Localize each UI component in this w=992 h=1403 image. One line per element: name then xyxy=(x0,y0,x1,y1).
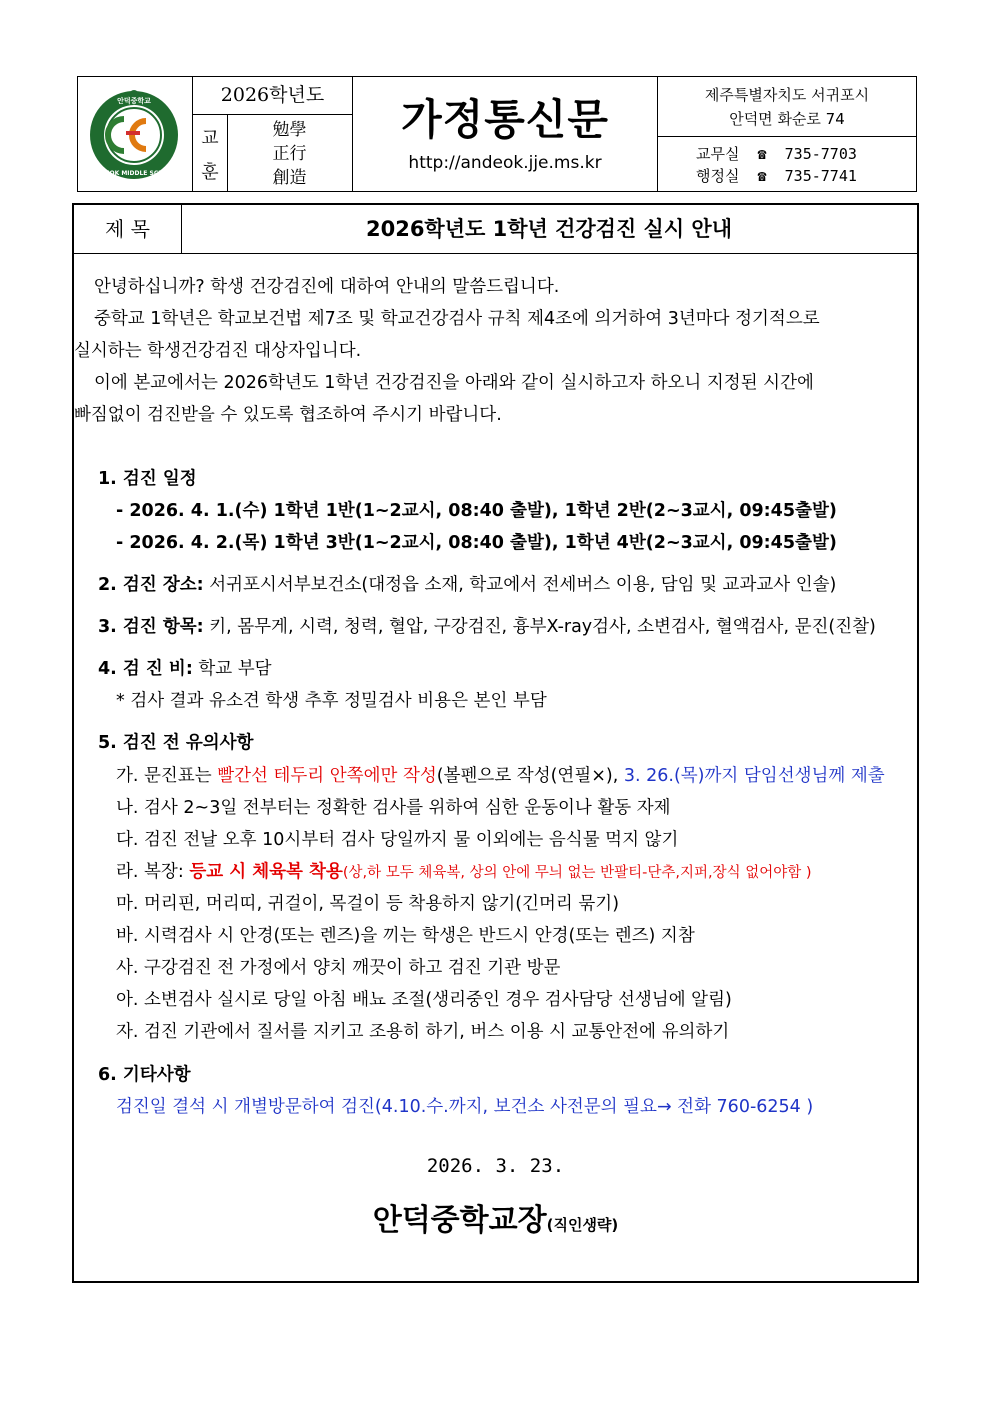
caution-item: 마. 머리핀, 머리띠, 귀걸이, 목걸이 등 착용하지 않기(긴머리 묶기) xyxy=(116,894,620,914)
address-line-1: 제주특별자치도 서귀포시 xyxy=(704,86,870,104)
school-motto xyxy=(227,114,352,191)
caution-deadline: 3. 26.(목)까지 담임선생님께 제출 xyxy=(623,766,885,786)
intro-line: 중학교 1학년은 학교보건법 제7조 및 학교건강검사 규칙 제4조에 의거하여 3년마다 정기적으로 xyxy=(94,309,820,329)
motto-line-3: 創造 xyxy=(272,168,307,188)
phone-list xyxy=(658,137,916,191)
year-motto-cell xyxy=(193,77,353,191)
caution-item: 바. 시력검사 시 안경(또는 렌즈)을 끼는 학생은 반드시 안경(또는 렌즈) 지참 xyxy=(116,926,695,946)
page-title: 가정통신문 xyxy=(401,95,609,144)
schedule-line: - 2026. 4. 1.(수) 1학년 1반(1~2교시, 08:40 출발), 1학년 2반(2~3교시, 09:45출발) xyxy=(116,501,837,521)
caution-item xyxy=(116,858,812,883)
address-line-2: 안덕면 화순로 74 xyxy=(729,110,845,128)
section-3-label: 3. 검진 항목: xyxy=(98,617,204,637)
phone-label: 교무실 xyxy=(696,145,740,163)
subject-title: 2026학년도 1학년 건강검진 실시 안내 xyxy=(365,217,733,241)
section-4-label: 4. 검 진 비: xyxy=(98,659,193,679)
caution-item: 자. 검진 기관에서 질서를 지키고 조용히 하기, 버스 이용 시 교통안전에 유의하기 xyxy=(116,1022,730,1042)
caution-highlight: 빨간선 테두리 안쪽에만 작성 xyxy=(217,766,437,786)
section-2 xyxy=(98,571,836,596)
school-logo-icon xyxy=(88,89,180,181)
phone-row xyxy=(696,165,916,187)
signature-name: 안덕중학교장 xyxy=(372,1203,547,1238)
title-cell xyxy=(353,77,658,191)
phone-row xyxy=(696,143,916,165)
section-1-heading: 1. 검진 일정 xyxy=(98,469,197,489)
intro-line: 이에 본교에서는 2026학년도 1학년 건강검진을 아래와 같이 실시하고자 하오니 지정된 시간에 xyxy=(94,373,814,393)
phone-icon: ☎ xyxy=(748,145,776,163)
section-3-text: 키, 몸무게, 시력, 청력, 혈압, 구강검진, 흉부X-ray검사, 소변검사, 혈액검사, 문진(진찰) xyxy=(209,617,876,637)
section-6-text: 검진일 결석 시 개별방문하여 검진(4.10.수.까지, 보건소 사전문의 필요→ 전화 760-6254 ) xyxy=(116,1097,814,1117)
caution-text: 라. 복장: xyxy=(116,862,190,882)
caution-item: 나. 검사 2~3일 전부터는 정확한 검사를 위하여 심한 운동이나 활동 자제 xyxy=(116,798,671,818)
school-address xyxy=(658,77,916,137)
section-4 xyxy=(98,655,272,680)
motto-label-2: 훈 xyxy=(201,162,219,183)
caution-item: 사. 구강검진 전 가정에서 양치 깨끗이 하고 검진 기관 방문 xyxy=(116,958,561,978)
caution-item: 다. 검진 전날 오후 10시부터 검사 당일까지 물 이외에는 음식물 먹지 않기 xyxy=(116,830,679,850)
section-2-label: 2. 검진 장소: xyxy=(98,575,204,595)
section-3 xyxy=(98,613,876,638)
caution-text: 가. 문진표는 xyxy=(116,766,218,786)
contact-cell xyxy=(658,77,916,191)
subject-label: 제 목 xyxy=(74,205,182,253)
signature xyxy=(74,1195,917,1239)
phone-number: 735-7703 xyxy=(784,145,857,163)
section-4-note: * 검사 결과 유소견 학생 추후 정밀검사 비용은 본인 부담 xyxy=(116,691,547,711)
notice-date: 2026. 3. 23. xyxy=(426,1155,565,1177)
school-url[interactable]: http://andeok.jje.ms.kr xyxy=(408,153,602,173)
signature-note: (직인생략) xyxy=(546,1216,619,1234)
caution-highlight: 등교 시 체육복 착용 xyxy=(189,862,343,882)
logo-cell xyxy=(78,77,193,191)
section-2-text: 서귀포시서부보건소(대정읍 소재, 학교에서 전세버스 이용, 담임 및 교과교사 인솔) xyxy=(209,575,837,595)
section-6-heading: 6. 기타사항 xyxy=(98,1065,191,1085)
intro-line: 실시하는 학생건강검진 대상자입니다. xyxy=(74,341,362,361)
schedule-line: - 2026. 4. 2.(목) 1학년 3반(1~2교시, 08:40 출발), 1학년 4반(2~3교시, 09:45출발) xyxy=(116,533,837,553)
section-4-text: 학교 부담 xyxy=(198,659,272,679)
intro-line: 빠짐없이 검진받을 수 있도록 협조하여 주시기 바랍니다. xyxy=(74,405,502,425)
caution-detail: (상,하 모두 체육복, 상의 안에 무늬 없는 반팔티-단추,지퍼,장식 없어야함 ) xyxy=(342,865,812,881)
phone-label: 행정실 xyxy=(696,167,740,185)
caution-item xyxy=(116,762,885,787)
motto-line-2: 正行 xyxy=(272,144,307,164)
phone-number: 735-7741 xyxy=(784,167,857,185)
logo-ring-text: ANDEOK MIDDLE SCHOOL xyxy=(90,170,178,177)
subject-row xyxy=(74,205,917,254)
caution-text: (볼펜으로 작성(연필×), xyxy=(436,766,624,786)
letterhead xyxy=(77,76,917,192)
school-year: 2026학년도 xyxy=(193,77,352,115)
logo-text: 안덕중학교 xyxy=(117,97,151,105)
motto-label-1: 교 xyxy=(201,128,219,149)
phone-icon: ☎ xyxy=(748,167,776,185)
caution-item: 아. 소변검사 실시로 당일 아침 배뇨 조절(생리중인 경우 검사담당 선생님에 알림) xyxy=(116,990,732,1010)
notice-body-box xyxy=(72,203,919,1283)
motto-label xyxy=(193,114,228,191)
section-5-heading: 5. 검진 전 유의사항 xyxy=(98,733,254,753)
motto-line-1: 勉學 xyxy=(272,120,307,140)
intro-line: 안녕하십니까? 학생 건강검진에 대하여 안내의 말씀드립니다. xyxy=(94,277,560,297)
